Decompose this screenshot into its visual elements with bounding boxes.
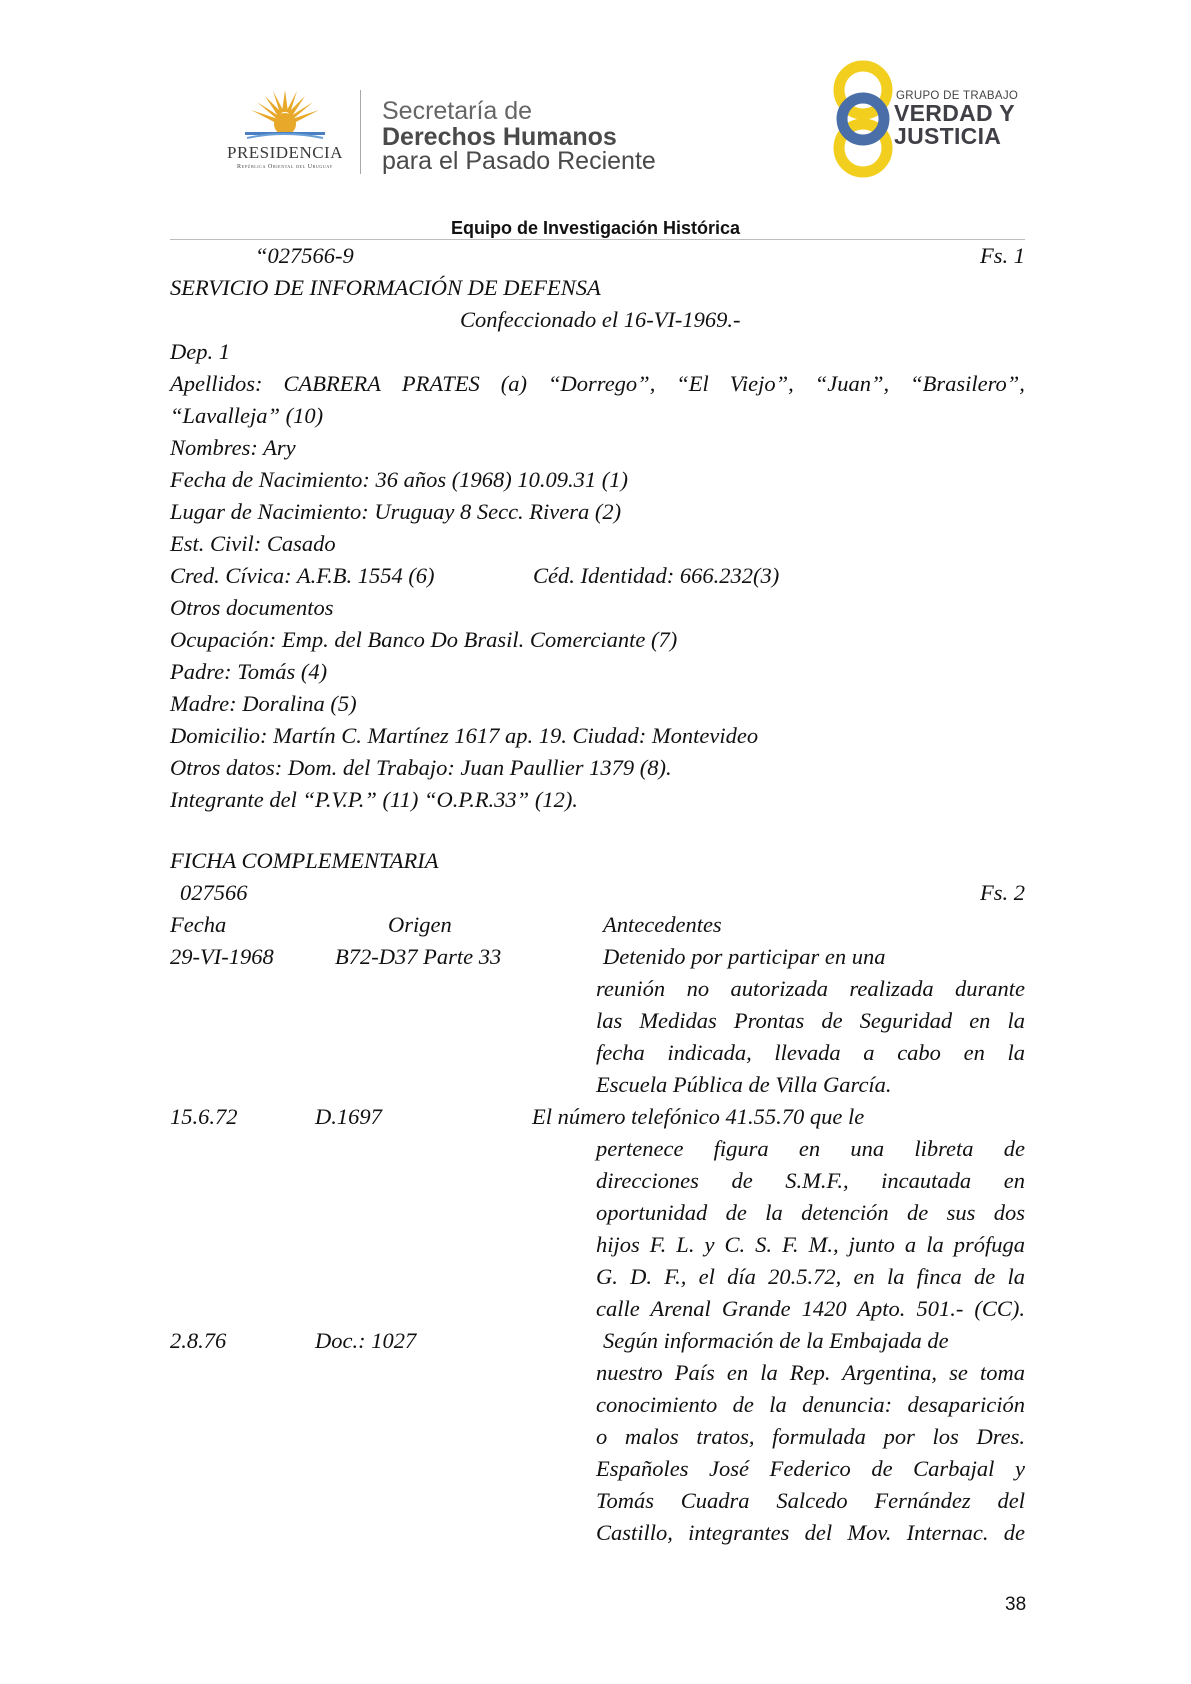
- address-field: Domicilio: Martín C. Martínez 1617 ap. 19. Ciudad: Montevideo: [170, 723, 759, 748]
- presidencia-text: PRESIDENCIA: [226, 143, 343, 162]
- surnames-word: “Dorrego”,: [548, 371, 656, 396]
- entry-line: Tomás Cuadra Salcedo Fernández del: [596, 1488, 1025, 1513]
- dep-field: Dep. 1: [170, 339, 230, 364]
- surnames-word: (a): [500, 371, 528, 396]
- civil-status-field: Est. Civil: Casado: [170, 531, 336, 556]
- presidencia-subtitle: República Oriental del Uruguay: [236, 164, 334, 170]
- civic-credential-field: Cred. Cívica: A.F.B. 1554 (6): [170, 563, 435, 588]
- complementary-number: 027566: [180, 880, 248, 905]
- entry-line: Escuela Pública de Villa García.: [596, 1072, 892, 1097]
- entry-line: o malos tratos, formulada por los Dres.: [596, 1424, 1025, 1449]
- surnames-word: “Juan”,: [814, 371, 890, 396]
- surnames-word: “Brasilero”,: [910, 371, 1025, 396]
- col-header-origin: Origen: [388, 912, 452, 937]
- col-header-date: Fecha: [170, 912, 227, 937]
- other-data-field: Otros datos: Dom. del Trabajo: Juan Paullier 1379 (8).: [170, 755, 672, 780]
- surnames-word: Viejo”,: [729, 371, 794, 396]
- surnames-word: CABRERA: [283, 371, 381, 396]
- surnames-word: PRATES: [401, 371, 480, 396]
- entry-origin: Doc.: 1027: [315, 1328, 417, 1353]
- entry-line: Castillo, integrantes del Mov. Internac. de: [596, 1520, 1025, 1545]
- surnames-word: “El: [676, 371, 709, 396]
- occupation-field: Ocupación: Emp. del Banco Do Brasil. Comerciante (7): [170, 627, 678, 652]
- surnames-word: Apellidos:: [170, 371, 263, 396]
- entry-first-line: El número telefónico 41.55.70 que le: [532, 1104, 865, 1129]
- secretaria-line-1: Secretaría de: [382, 97, 533, 125]
- surnames-line-1: [170, 368, 1025, 400]
- entry-line: G. D. F., el día 20.5.72, en la finca de la: [596, 1264, 1025, 1289]
- complementary-title: FICHA COMPLEMENTARIA: [170, 848, 439, 873]
- entry-line: reunión no autorizada realizada durante: [596, 976, 1025, 1001]
- entry-line: calle Arenal Grande 1420 Apto. 501.- (CC).: [596, 1296, 1025, 1321]
- made-date: Confeccionado el 16-VI-1969.-: [460, 307, 741, 332]
- entry-line: hijos F. L. y C. S. F. M., junto a la prófuga: [596, 1232, 1025, 1257]
- entry-date: 29-VI-1968: [170, 944, 274, 969]
- header-divider: [360, 90, 361, 174]
- entry-line: nuestro País en la Rep. Argentina, se toma: [596, 1360, 1025, 1385]
- vj-line-1: GRUPO DE TRABAJO: [896, 90, 1019, 102]
- entry-line: pertenece figura en una libreta de: [596, 1136, 1025, 1161]
- other-docs-field: Otros documentos: [170, 595, 334, 620]
- folio-1: Fs. 1: [980, 243, 1025, 268]
- entry-origin: B72-D37 Parte 33: [335, 944, 502, 969]
- birth-place-field: Lugar de Nacimiento: Uruguay 8 Secc. Rivera (2): [170, 499, 622, 524]
- secretaria-line-3: para el Pasado Reciente: [382, 147, 656, 175]
- member-field: Integrante del “P.V.P.” (11) “O.P.R.33” (12).: [170, 787, 578, 812]
- page-number: 38: [1005, 1594, 1027, 1615]
- vj-line-3: JUSTICIA: [894, 123, 1002, 149]
- entry-line: oportunidad de la detención de sus dos: [596, 1200, 1025, 1225]
- entry-date: 2.8.76: [170, 1328, 227, 1353]
- entry-line: direcciones de S.M.F., incautada en: [596, 1168, 1025, 1193]
- entry-origin: D.1697: [315, 1104, 382, 1129]
- father-field: Padre: Tomás (4): [170, 659, 328, 684]
- entry-first-line: Detenido por participar en una: [603, 944, 886, 969]
- entry-date: 15.6.72: [170, 1104, 238, 1129]
- entry-first-line: Según información de la Embajada de: [603, 1328, 949, 1353]
- names-field: Nombres: Ary: [170, 435, 296, 460]
- entry-line: las Medidas Prontas de Seguridad en la: [596, 1008, 1025, 1033]
- col-header-background: Antecedentes: [603, 912, 722, 937]
- secretaria-line-2: Derechos Humanos: [382, 123, 617, 151]
- record-number: “027566-9: [255, 243, 354, 268]
- team-title: Equipo de Investigación Histórica: [450, 218, 741, 238]
- entry-line: conocimiento de la denuncia: desaparición: [596, 1392, 1025, 1417]
- entry-line: Españoles José Federico de Carbajal y: [596, 1456, 1025, 1481]
- id-card-field: Céd. Identidad: 666.232(3): [533, 563, 780, 588]
- surnames-line-2: “Lavalleja” (10): [170, 403, 324, 428]
- folio-2: Fs. 2: [980, 880, 1025, 905]
- sun-emblem-icon: [245, 88, 325, 144]
- vj-line-2: VERDAD Y: [894, 100, 1015, 126]
- service-name: SERVICIO DE INFORMACIÓN DE DEFENSA: [170, 275, 601, 300]
- birth-date-field: Fecha de Nacimiento: 36 años (1968) 10.09.31 (1): [170, 467, 629, 492]
- mother-field: Madre: Doralina (5): [170, 691, 357, 716]
- presidencia-logo: [210, 88, 360, 173]
- entry-line: fecha indicada, llevada a cabo en la: [596, 1040, 1025, 1065]
